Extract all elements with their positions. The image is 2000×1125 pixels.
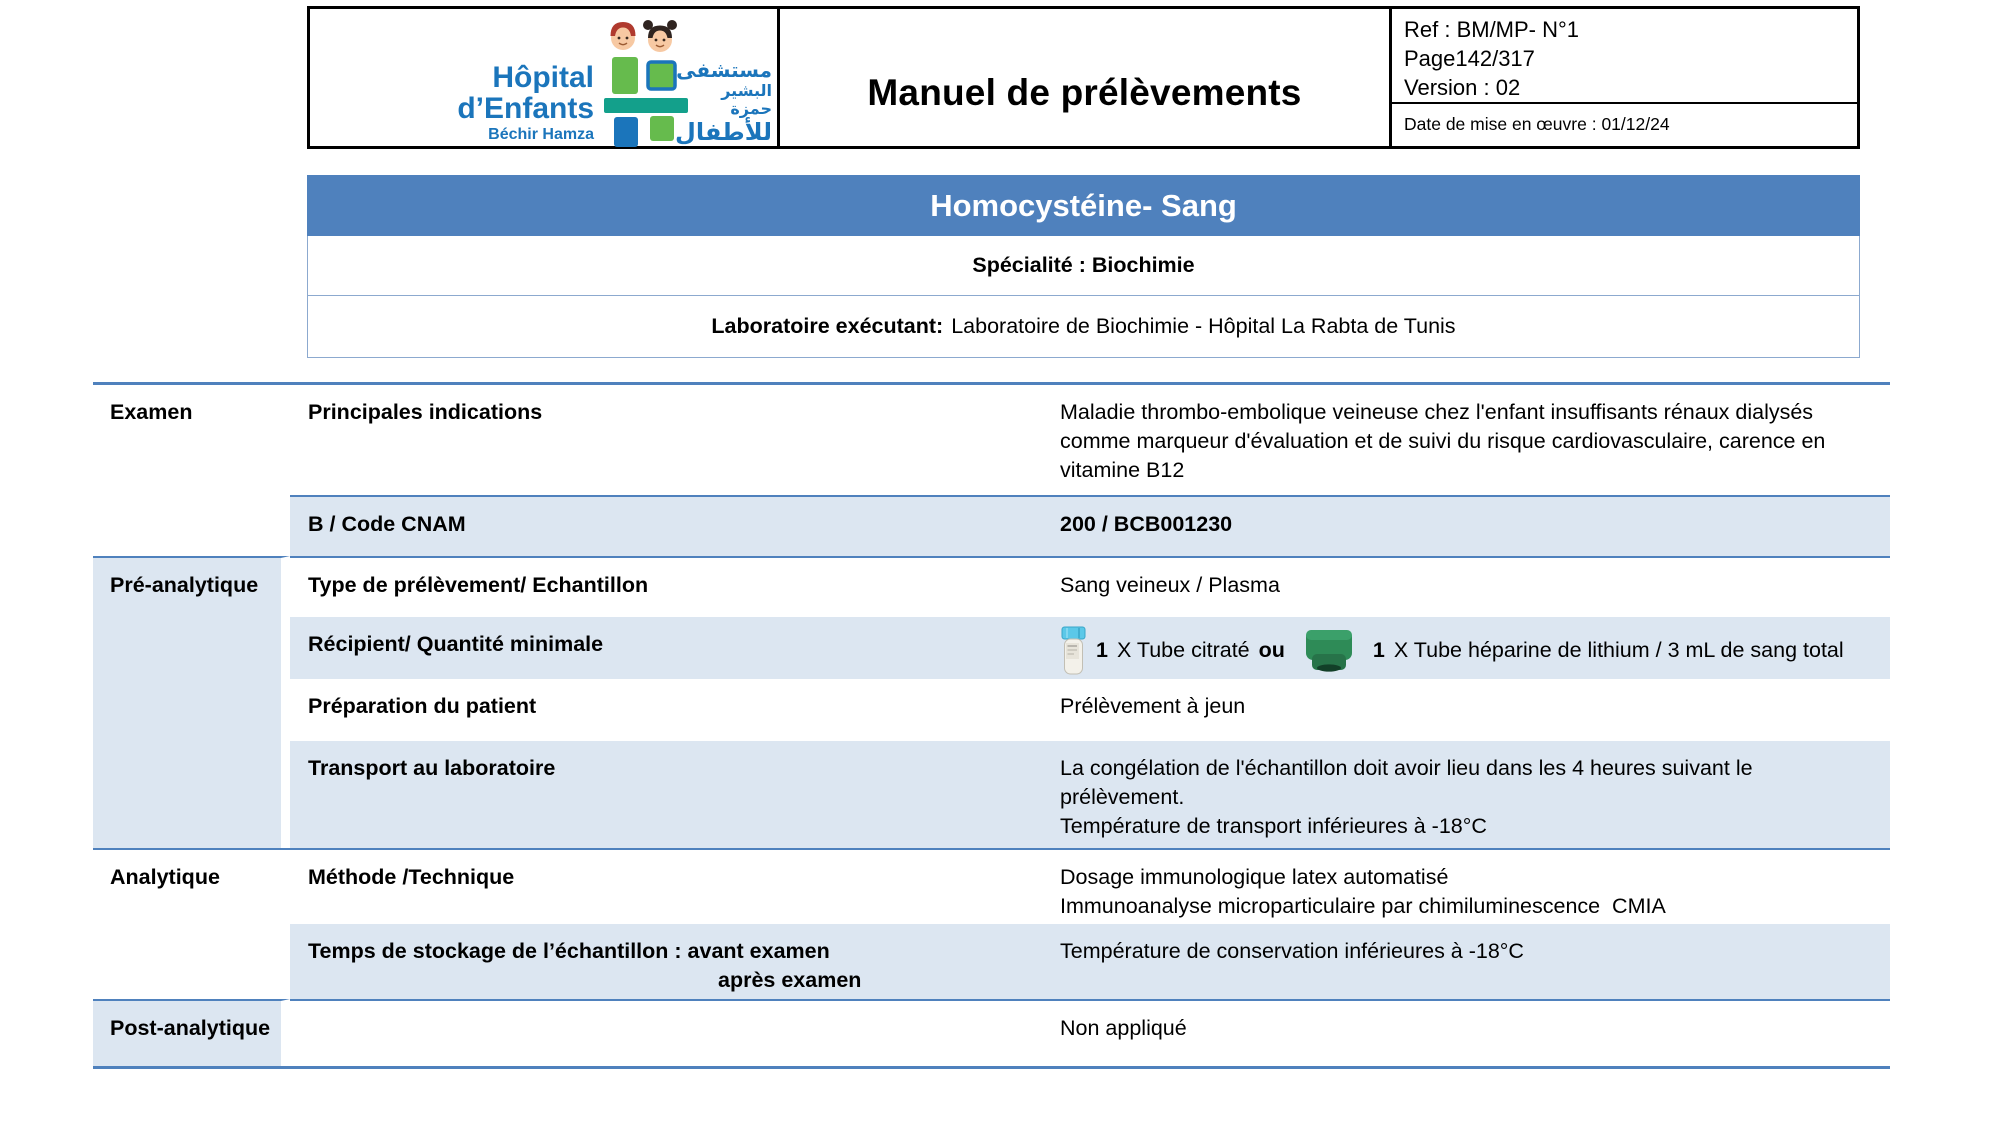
exam-title-banner: Homocystéine- Sang [307, 175, 1860, 236]
reference-block [1392, 9, 1857, 104]
recipient-qty1: 1 [1096, 638, 1108, 663]
hospital-name-ar-line2: البشير حمزة [721, 81, 772, 119]
recipient-text1: X Tube citraté [1116, 638, 1250, 663]
methode-line1: Dosage immunologique latex automatisé [1060, 865, 1449, 889]
lab-label: Laboratoire exécutant: [711, 314, 944, 338]
recipient-value [1045, 617, 1890, 679]
cnam-label: B / Code CNAM [290, 495, 1045, 556]
post-empty-cell [290, 999, 1045, 1066]
exam-details-table [93, 382, 1890, 1069]
specialty-row: Spécialité : Biochimie [307, 236, 1860, 296]
hospital-name-ar-line3: للأطفال [675, 117, 772, 146]
hospital-name-line1: Hôpital [492, 61, 594, 94]
hospital-name-line3: Béchir Hamza [488, 126, 594, 144]
manual-title: Manuel de prélèvements [867, 71, 1302, 113]
preparation-value: Prélèvement à jeun [1060, 694, 1246, 718]
reference-cell [1392, 9, 1857, 146]
hospital-name-line2: d’Enfants [457, 91, 594, 125]
stockage-label [290, 924, 1045, 999]
manual-title-cell [780, 9, 1392, 146]
lab-value: Laboratoire de Biochimie - Hôpital La Rabta de Tunis [951, 314, 1456, 338]
post-value: Non appliqué [1045, 999, 1890, 1066]
citrate-tube-icon [1060, 626, 1087, 676]
indications-label: Principales indications [308, 400, 543, 424]
methode-label: Méthode /Technique [290, 848, 1045, 924]
cnam-value: 200 / BCB001230 [1045, 495, 1890, 556]
type-prelevement-label: Type de prélèvement/ Echantillon [290, 556, 1045, 617]
lithium-heparin-tube-icon [1304, 628, 1354, 674]
transport-line2: Température de transport inférieures à -18°C [1060, 814, 1487, 839]
recipient-text2: X Tube héparine de lithium / 3 mL de sang total [1393, 638, 1844, 663]
executing-lab-row [307, 296, 1860, 358]
indications-value: Maladie thrombo-embolique veineuse chez l'enfant insuffisants rénaux dialysés comme marqueur d'évaluation et de suivi du risque cardiovasculaire, carence en vitamine B12 [1060, 400, 1826, 483]
methode-value [1045, 848, 1890, 924]
hospital-name-arabic [675, 58, 772, 146]
preparation-label: Préparation du patient [308, 694, 537, 718]
stockage-value: Température de conservation inférieures à -18°C [1045, 924, 1890, 999]
doc-version: Version : 02 [1404, 75, 1521, 100]
methode-line2: Immunoanalyse microparticulaire par chimiluminescence CMIA [1060, 894, 1666, 919]
hospital-name-french [356, 63, 594, 144]
section-post-analytique: Post-analytique [93, 999, 290, 1066]
hospital-logo [310, 9, 780, 146]
transport-line1: La congélation de l'échantillon doit avoir lieu dans les 4 heures suivant le prélèvement. [1060, 756, 1753, 810]
section-analytique: Analytique [93, 848, 290, 999]
hospital-name-ar-line1: مستشفى [676, 58, 772, 82]
section-examen: Examen [110, 400, 193, 424]
exam-title-block [307, 175, 1860, 358]
doc-ref: Ref : BM/MP- N°1 [1404, 17, 1580, 42]
document-header [307, 6, 1860, 149]
recipient-or: ou [1258, 638, 1285, 663]
stockage-label-line2: après examen [718, 968, 862, 993]
section-pre-analytique: Pré-analytique [93, 556, 290, 848]
children-icon [606, 15, 678, 57]
type-prelevement-value: Sang veineux / Plasma [1045, 556, 1890, 617]
recipient-qty2: 1 [1372, 638, 1385, 663]
doc-page: Page142/317 [1404, 46, 1535, 71]
stockage-label-line1: Temps de stockage de l’échantillon : avant examen [308, 939, 830, 963]
transport-value [1045, 741, 1890, 848]
recipient-label: Récipient/ Quantité minimale [290, 617, 1045, 679]
transport-label: Transport au laboratoire [290, 741, 1045, 848]
doc-date: Date de mise en œuvre : 01/12/24 [1404, 114, 1670, 134]
